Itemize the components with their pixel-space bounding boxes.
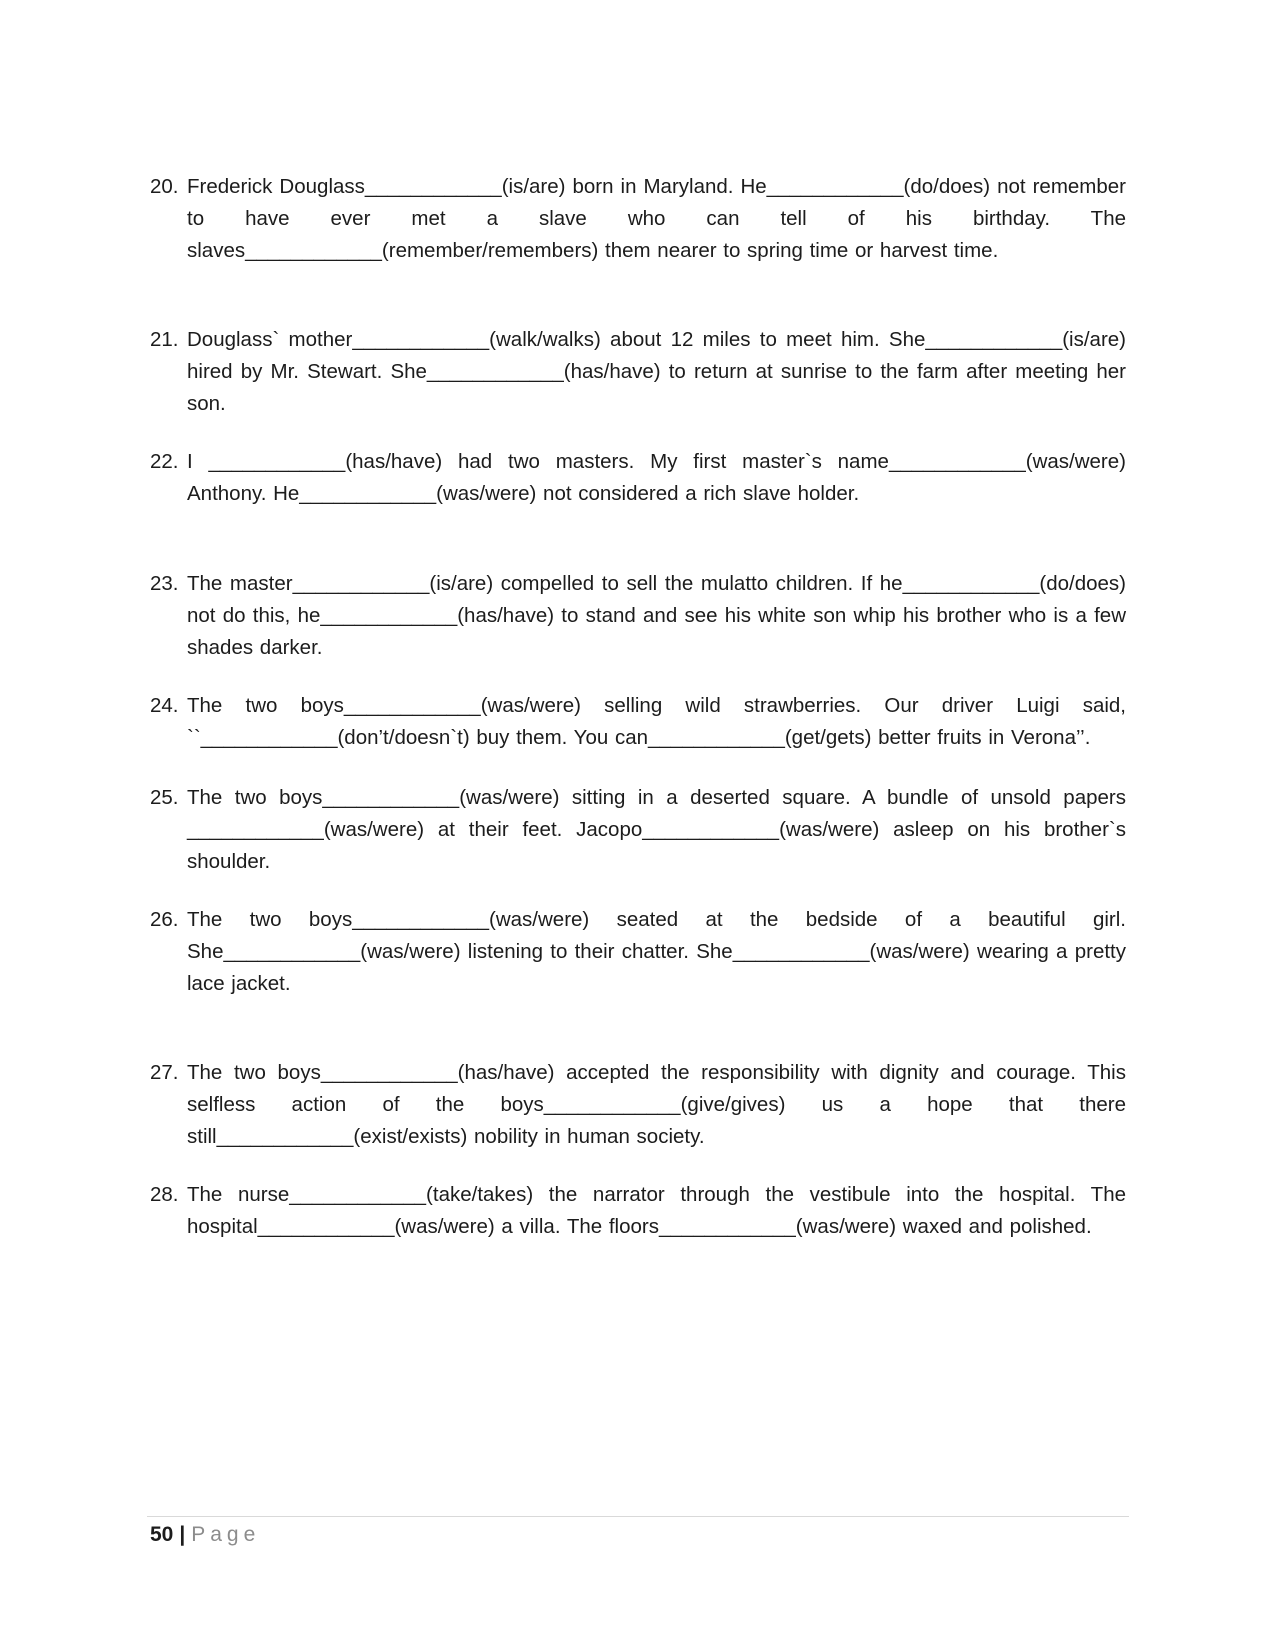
question-text: The master____________(is/are) compelled to sell the mulatto children. If he____________(do/does) not do this, he____________(has/have) to stand and see his white son whip his brother who is a few shades darker.: [187, 572, 1126, 659]
question-text: The nurse____________(take/takes) the narrator through the vestibule into the hospital. The hospital____________(was/were) a villa. The floors____________(was/were) waxed and polished.: [187, 1183, 1126, 1238]
question-22: [150, 446, 1126, 510]
question-27: [150, 1057, 1126, 1153]
question-text: The two boys____________(has/have) accepted the responsibility with dignity and courage. This selfless action of the boys____________(give/gives) us a hope that there still____________(exist/exists) nobility in human society.: [187, 1061, 1126, 1148]
question-23: [150, 568, 1126, 664]
question-text: The two boys____________(was/were) selling wild strawberries. Our driver Luigi said, ``____________(don’t/doesn`t) buy them. You can____________(get/gets) better fruits in Verona’’.: [187, 694, 1126, 749]
question-text: The two boys____________(was/were) seated at the bedside of a beautiful girl. She____________(was/were) listening to their chatter. She____________(was/were) wearing a pretty lace jacket.: [187, 908, 1126, 995]
question-number: 23.: [150, 572, 179, 595]
footer-divider: [147, 1516, 1129, 1517]
question-number: 26.: [150, 908, 179, 931]
question-number: 22.: [150, 450, 179, 473]
question-25: [150, 782, 1126, 878]
question-text: I ____________(has/have) had two masters. My first master`s name____________(was/were) Anthony. He____________(was/were) not considered a rich slave holder.: [187, 450, 1126, 505]
question-number: 20.: [150, 175, 179, 198]
question-20: [150, 171, 1126, 267]
question-number: 21.: [150, 328, 179, 351]
page-footer: [150, 1520, 260, 1550]
question-text: Frederick Douglass____________(is/are) born in Maryland. He____________(do/does) not remember to have ever met a slave who can tell of his birthday. The slaves____________(remember/remembers) them nearer to spring time or harvest time.: [187, 175, 1126, 262]
question-26: [150, 904, 1126, 1000]
question-number: 28.: [150, 1183, 179, 1206]
question-21: [150, 324, 1126, 420]
question-24: [150, 690, 1126, 754]
question-text: The two boys____________(was/were) sitting in a deserted square. A bundle of unsold papers ____________(was/were) at their feet. Jacopo____________(was/were) asleep on his brother`s shoulder.: [187, 786, 1126, 873]
question-number: 25.: [150, 786, 179, 809]
page-label: Page: [191, 1523, 261, 1546]
question-number: 24.: [150, 694, 179, 717]
footer-separator: |: [179, 1523, 186, 1546]
question-number: 27.: [150, 1061, 179, 1084]
question-text: Douglass` mother____________(walk/walks) about 12 miles to meet him. She____________(is/are) hired by Mr. Stewart. She____________(has/have) to return at sunrise to the farm after meeting her son.: [187, 328, 1126, 415]
page-number: 50: [150, 1523, 174, 1546]
question-28: [150, 1179, 1126, 1243]
